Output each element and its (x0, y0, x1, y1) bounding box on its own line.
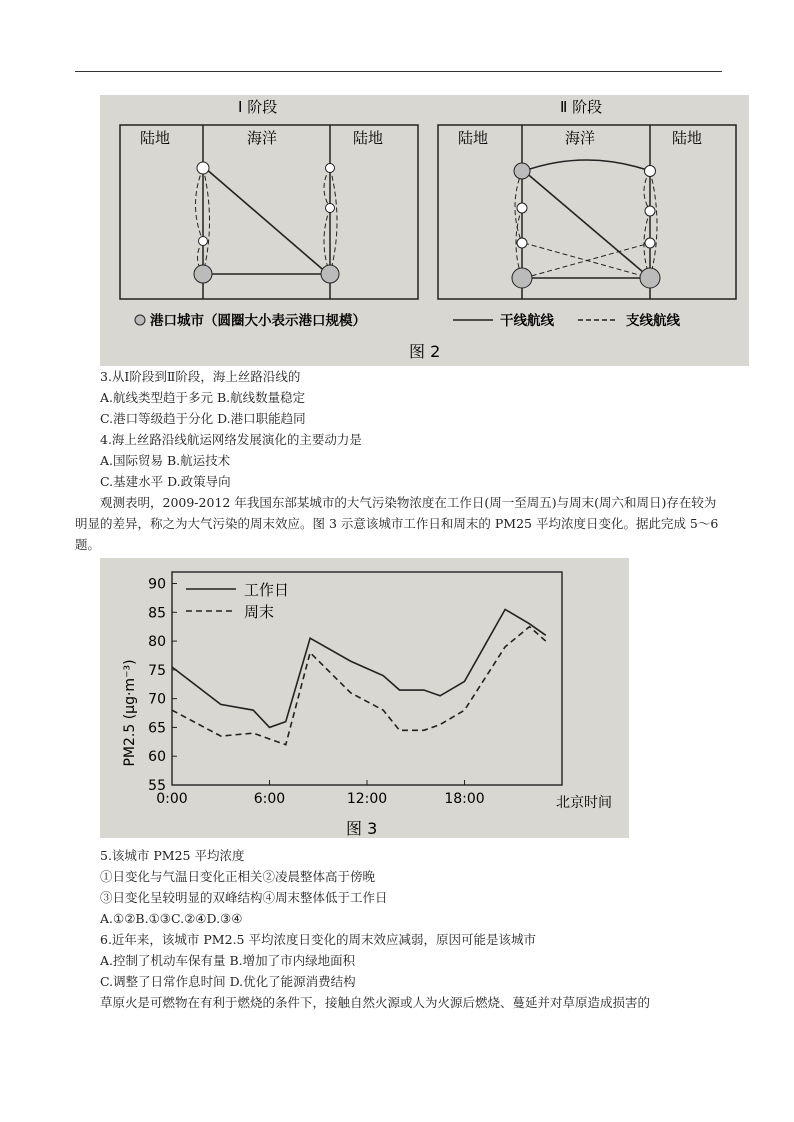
y-tick-label: 60 (148, 749, 166, 766)
q4-options-cd: C.基建水平 D.政策导向 (100, 474, 231, 489)
legend-branch-label: 支线航线 (626, 313, 680, 329)
y-tick-label: 70 (148, 691, 166, 708)
port-marker (199, 237, 208, 246)
q5-options: A.①②B.①③C.②④D.③④ (100, 911, 243, 926)
x-tick-label: 6:00 (253, 791, 286, 807)
intro-paragraph-2: 观测表明，2009-2012 年我国东部某城市的大气污染物浓度在工作日(周一至周五)与周末(周六和周日)存在较为明显的差异，称之为大气污染的周末效应。图 3 示意该城市工作日和周末的 PM25 平均浓度日变化。据此完成 5～6 题。 (75, 495, 719, 552)
y-tick-label: 90 (148, 576, 166, 593)
figure-2-caption: 图 2 (409, 342, 441, 361)
stage1-panel (120, 125, 418, 299)
stage2-panel (438, 125, 736, 299)
stage2-land-left: 陆地 (458, 129, 489, 147)
legend-label: 周末 (244, 603, 275, 621)
stage1-land-right: 陆地 (353, 129, 384, 147)
y-tick-label: 80 (148, 634, 166, 651)
q6-stem: 6.近年来，该城市 PM2.5 平均浓度日变化的周末效应减弱，原因可能是该城市 (100, 932, 536, 947)
x-axis-label: 北京时间 (556, 795, 612, 811)
plot-frame (172, 572, 562, 785)
series-line-2 (172, 627, 546, 745)
y-tick-label: 55 (148, 778, 166, 794)
stage1-land-left: 陆地 (140, 129, 171, 147)
questions-3-4 (100, 366, 362, 492)
q3-options-cd: C.港口等级趋于分化 D.港口职能趋同 (100, 411, 306, 426)
stage2-label: Ⅱ 阶段 (560, 98, 603, 116)
q4-stem: 4.海上丝路沿线航运网络发展演化的主要动力是 (100, 432, 362, 447)
port-marker (326, 204, 335, 213)
intro-paragraph-3: 草原火是可燃物在有利于燃烧的条件下，接触自然火源或人为火源后燃烧、蔓延并对草原造成损害的 (100, 995, 651, 1010)
q4-options-ab: A.国际贸易 B.航运技术 (100, 453, 231, 468)
port-marker (640, 268, 660, 288)
q5-stem: 5.该城市 PM25 平均浓度 (100, 848, 245, 863)
series-line-1 (172, 609, 546, 727)
y-axis-label: PM2.5 (μg·m⁻³) (122, 659, 138, 767)
y-tick-label: 65 (148, 720, 166, 737)
stage1-ocean: 海洋 (247, 129, 278, 147)
q6-options-ab: A.控制了机动车保有量 B.增加了市内绿地面积 (100, 953, 356, 968)
figure-2-diagram (100, 95, 749, 366)
port-marker (517, 203, 527, 213)
figure-3-caption: 图 3 (346, 819, 378, 838)
x-tick-label: 0:00 (156, 791, 188, 807)
port-marker (194, 265, 212, 283)
x-tick-label: 18:00 (444, 791, 485, 807)
legend-label: 工作日 (244, 581, 290, 599)
questions-5-6 (100, 845, 536, 992)
y-tick-label: 85 (148, 605, 166, 622)
q3-options-ab: A.航线类型趋于多元 B.航线数量稳定 (100, 390, 306, 405)
figure-3 (100, 558, 629, 838)
legend-port-label: 港口城市（圆圈大小表示港口规模） (150, 313, 366, 329)
y-tick-label: 75 (148, 662, 166, 679)
port-marker (645, 166, 656, 177)
port-marker (321, 265, 339, 283)
stage1-label: Ⅰ 阶段 (238, 98, 278, 116)
q5-statements-1: ①日变化与气温日变化正相关②凌晨整体高于傍晚 (100, 869, 376, 884)
q6-options-cd: C.调整了日常作息时间 D.优化了能源消费结构 (100, 974, 356, 989)
x-tick-label: 12:00 (346, 791, 388, 807)
legend-trunk-label: 干线航线 (500, 313, 554, 329)
port-marker (517, 238, 527, 248)
port-marker (645, 238, 655, 248)
header-rule (75, 71, 722, 72)
pm25-line-chart (100, 558, 629, 838)
legend-port-icon (135, 315, 145, 325)
port-marker (512, 268, 532, 288)
port-marker (645, 206, 655, 216)
port-marker (514, 163, 530, 179)
q5-statements-2: ③日变化呈较明显的双峰结构④周末整体低于工作日 (100, 890, 388, 905)
figure-2 (100, 95, 749, 366)
stage2-land-right: 陆地 (672, 129, 703, 147)
q3-stem: 3.从Ⅰ阶段到Ⅱ阶段，海上丝路沿线的 (100, 369, 301, 384)
port-marker (326, 164, 335, 173)
stage2-ocean: 海洋 (565, 129, 596, 147)
port-marker (197, 162, 209, 174)
